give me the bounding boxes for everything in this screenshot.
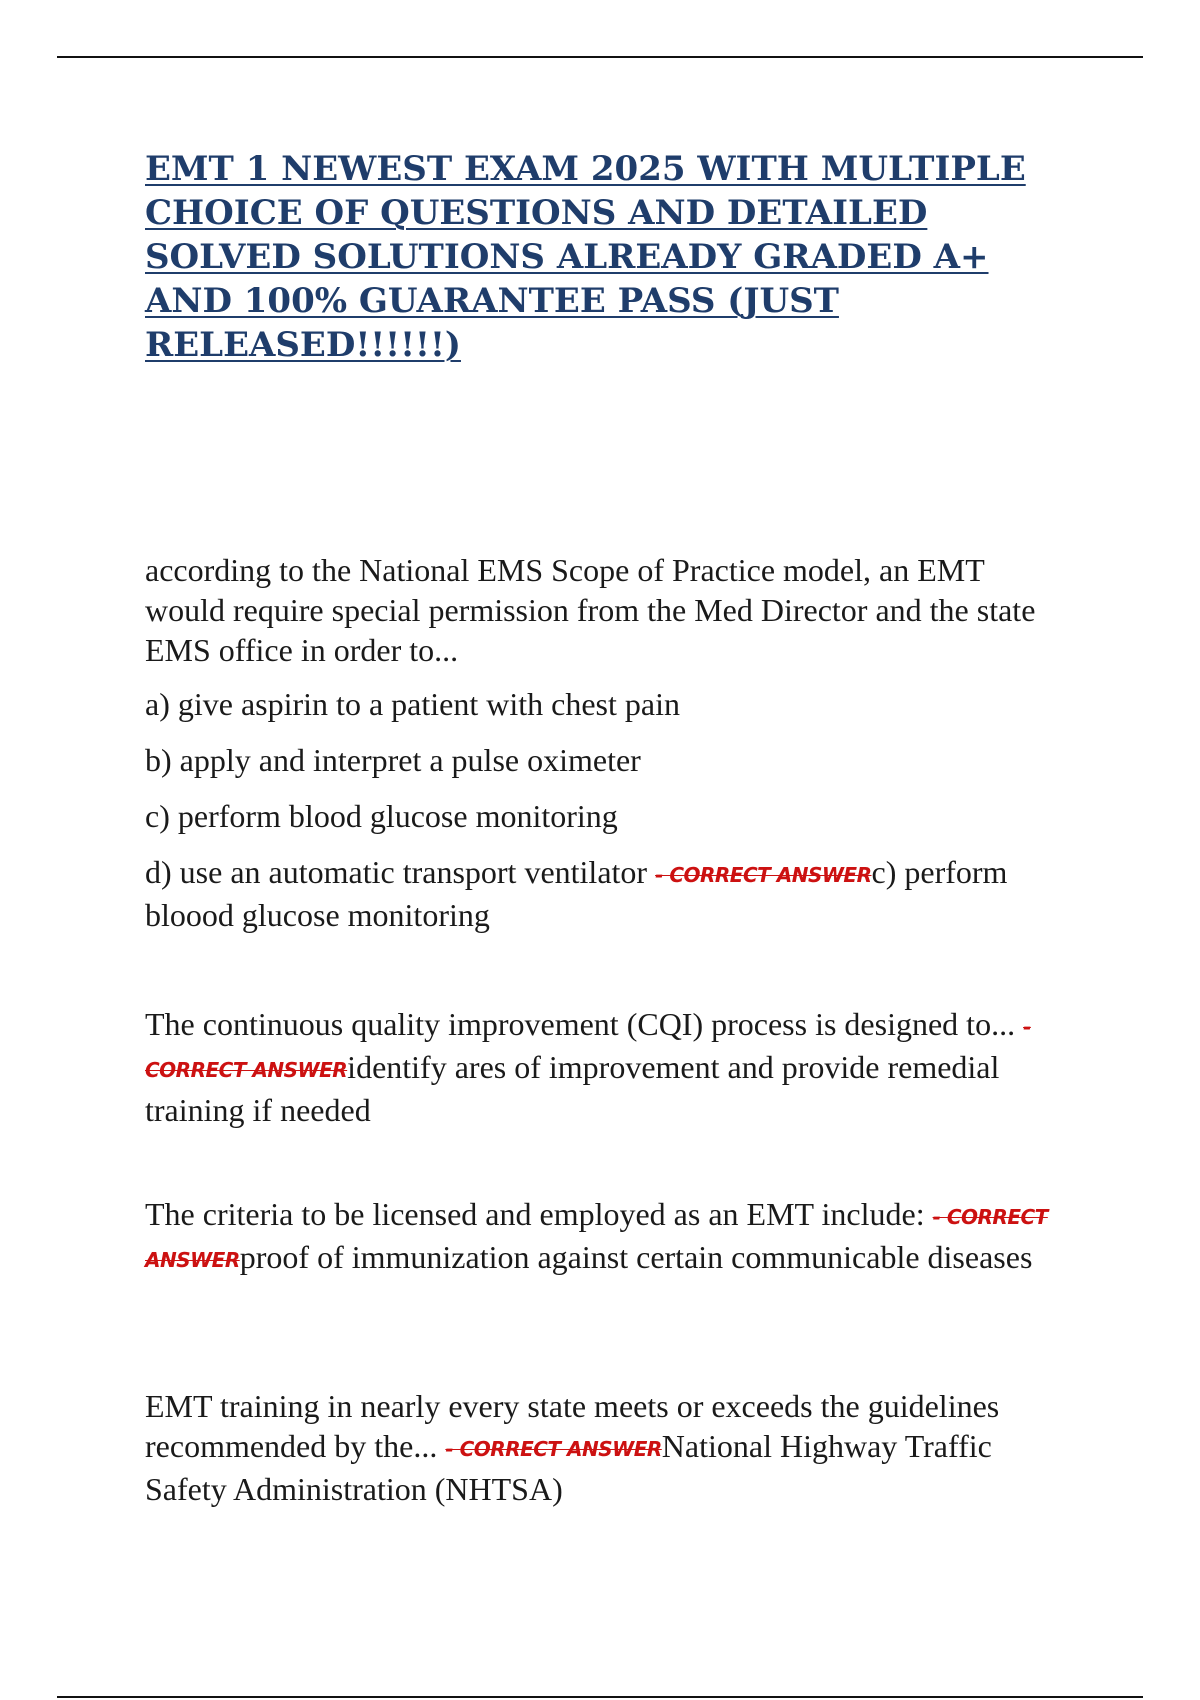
question-line <box>145 1194 1065 1280</box>
answer-option-d: d) use an automatic transport ventilator <box>145 854 648 890</box>
correct-answer-text: c) perform bloood glucose monitoring <box>145 854 1008 933</box>
answer-option-a: a) give aspirin to a patient with chest pain <box>145 686 680 722</box>
correct-answer-text: identify ares of improvement and provide remedial training if needed <box>145 1049 1000 1128</box>
question-stem: EMT training in nearly every state meets or exceeds the guidelines recommended by the... <box>145 1388 1000 1464</box>
question-stem: according to the National EMS Scope of Practice model, an EMT would require special permission from the Med Director and the state EMS office in order to... <box>145 552 1036 668</box>
question-line <box>145 1386 1065 1509</box>
answer-option-d-line <box>145 852 1065 935</box>
question-stem: The continuous quality improvement (CQI) process is designed to... <box>145 1006 1016 1042</box>
question-stem: The criteria to be licensed and employed as an EMT include: <box>145 1196 925 1232</box>
question-block-4 <box>145 1386 1065 1509</box>
answer-option-c: c) perform blood glucose monitoring <box>145 798 618 834</box>
document-title: EMT 1 NEWEST EXAM 2025 WITH MULTIPLE CHOICE OF QUESTIONS AND DETAILED SOLVED SOLUTIONS ALREADY GRADED A+ AND 100% GUARANTEE PASS (JUST RELEASED!!!!!!) <box>145 149 1026 365</box>
bottom-divider <box>57 1696 1143 1698</box>
correct-answer-marker: - CORRECT ANSWER <box>145 1205 1048 1272</box>
correct-answer-marker: - CORRECT ANSWER <box>445 1437 662 1461</box>
answer-option-b: b) apply and interpret a pulse oximeter <box>145 742 641 778</box>
top-divider <box>57 56 1143 58</box>
question-block-3 <box>145 1194 1065 1280</box>
correct-answer-text: National Highway Traffic Safety Administration (NHTSA) <box>145 1428 992 1507</box>
question-block-1 <box>145 550 1065 935</box>
correct-answer-marker: - CORRECT ANSWER <box>145 1015 1031 1082</box>
question-line <box>145 1004 1065 1130</box>
question-block-2 <box>145 1004 1065 1130</box>
correct-answer-marker: - CORRECT ANSWER <box>655 863 872 887</box>
correct-answer-text: proof of immunization against certain communicable diseases <box>239 1239 1033 1275</box>
